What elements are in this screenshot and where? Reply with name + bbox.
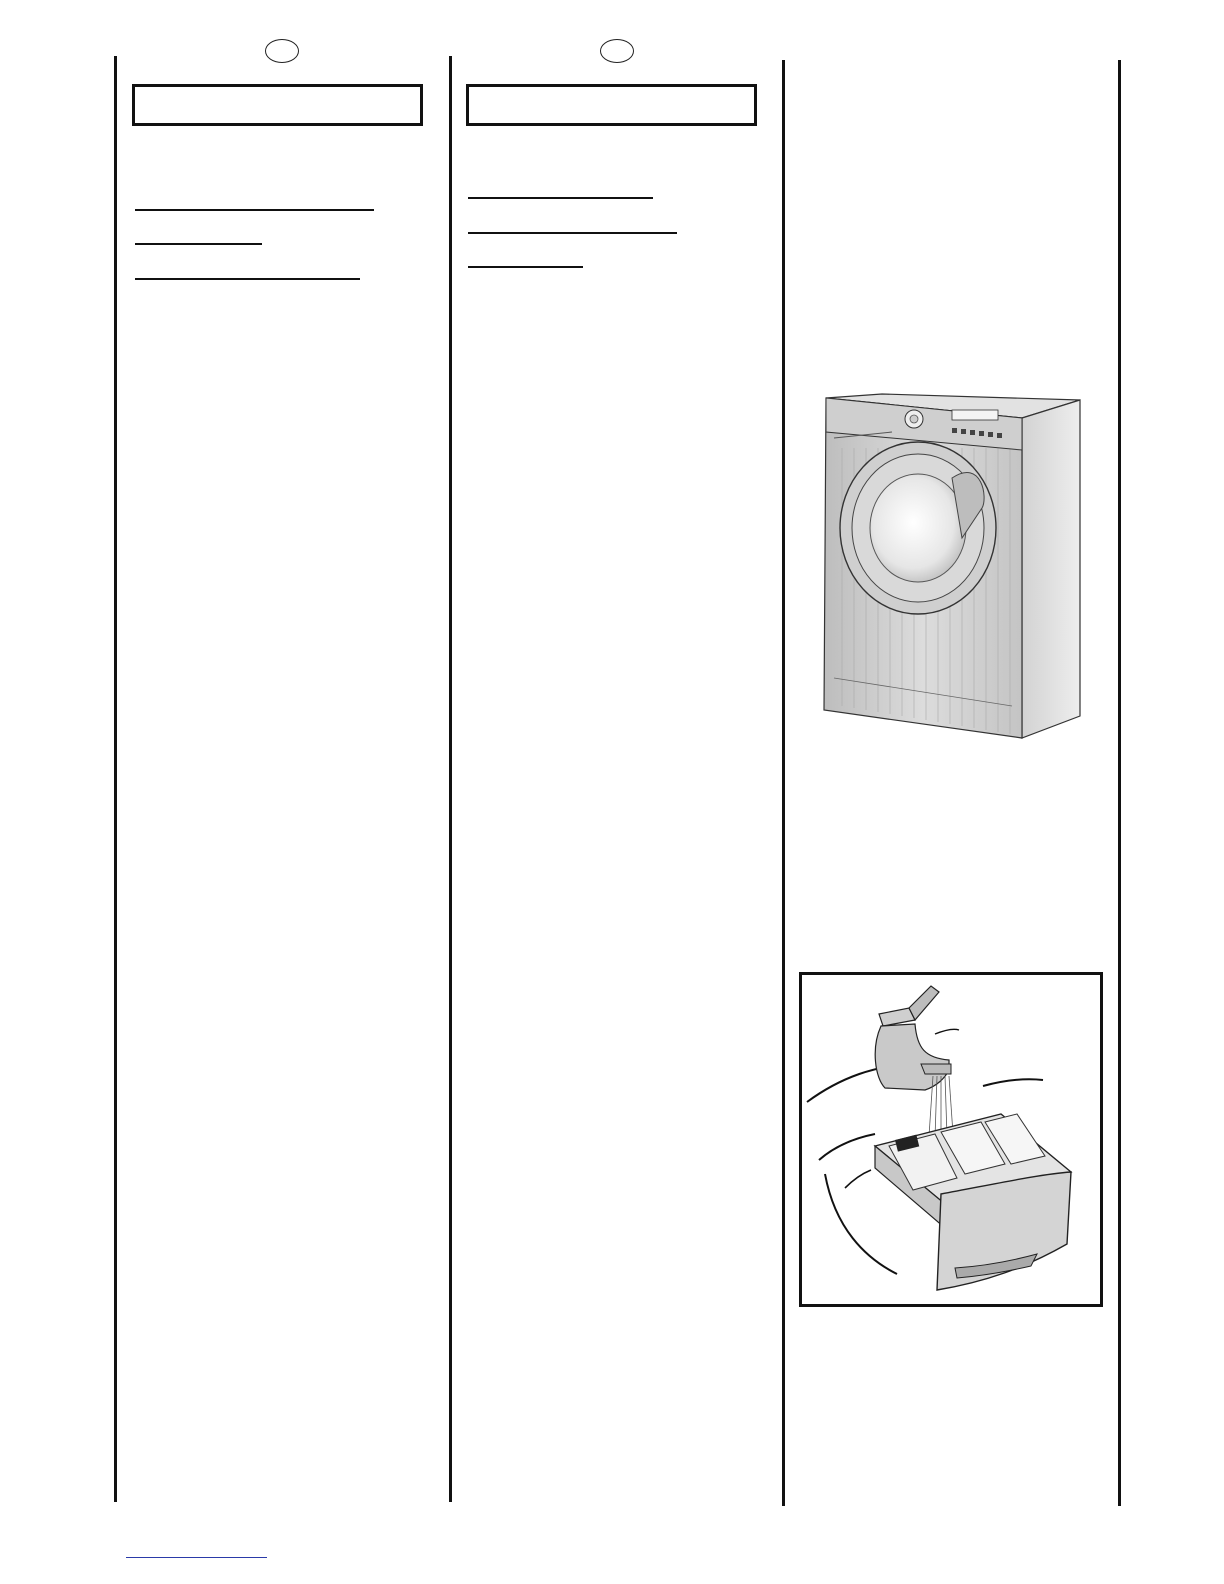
language-badge-2 [600, 39, 634, 63]
heading-underline [135, 209, 374, 211]
heading-underline [468, 197, 653, 199]
heading-underline [135, 243, 262, 245]
heading-underline [135, 278, 360, 280]
heading-underline [468, 232, 677, 234]
column-rule-4 [1118, 60, 1121, 1506]
language-badge-1 [265, 39, 299, 63]
column-rule-1 [114, 56, 117, 1502]
footer-link-underline[interactable] [126, 1557, 267, 1558]
column-rule-3 [782, 60, 785, 1506]
detergent-drawer-illustration [805, 978, 1099, 1302]
section-title-box-2 [466, 84, 757, 126]
washing-machine-illustration [812, 388, 1086, 744]
heading-underline [468, 266, 583, 268]
column-rule-2 [449, 56, 452, 1502]
section-title-box-1 [132, 84, 423, 126]
